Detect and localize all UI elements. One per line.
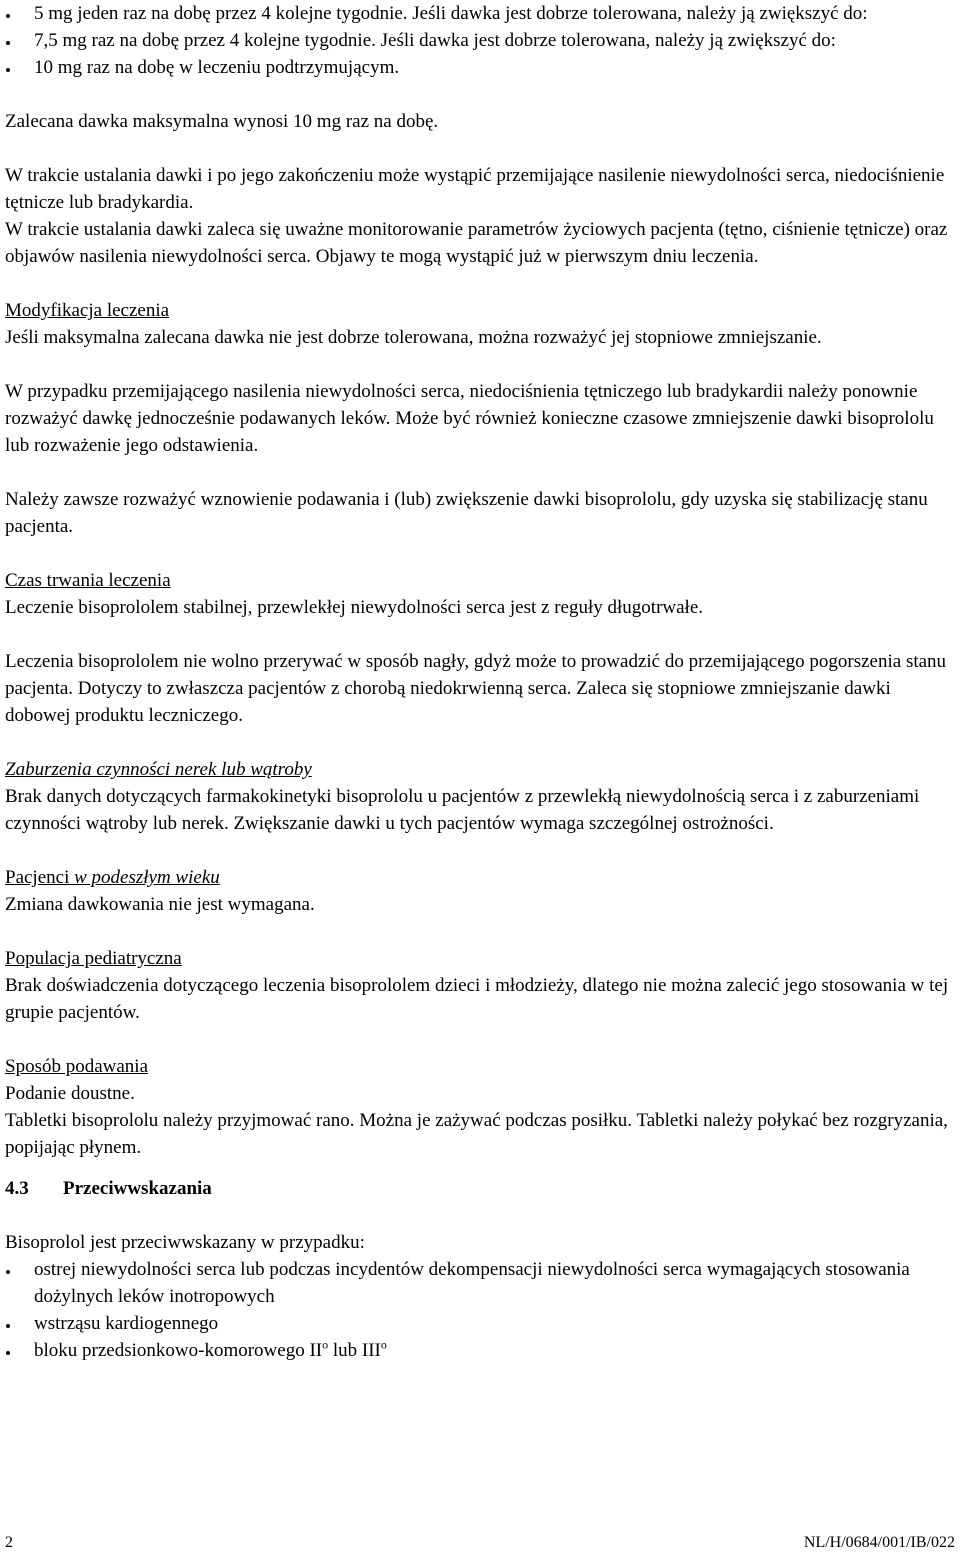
administration-heading: Sposób podawania [5, 1056, 149, 1077]
modification-heading: Modyfikacja leczenia [5, 300, 170, 321]
contraindications-list [5, 1256, 957, 1364]
elderly-heading-part2: w podeszłym wieku [69, 867, 220, 888]
page-content [5, 0, 957, 1364]
page-number: 2 [5, 1534, 13, 1551]
section-heading [5, 1175, 957, 1202]
transient-worsening-paragraph: W przypadku przemijającego nasilenia niewydolności serca, niedociśnienia tętniczego lub bradykardii należy ponownie rozważyć dawkę jednocześnie podawanych leków. Może być również konieczne czasowe zmniejszenie dawki bisoprololu lub rozważenie jego odstawienia. [5, 381, 934, 456]
elderly-paragraph: Zmiana dawkowania nie jest wymagana. [5, 894, 315, 915]
duration-paragraph: Leczenie bisoprololem stabilnej, przewlekłej niewydolności serca jest z reguły długotrwałe. [5, 597, 704, 618]
dosing-steps-list [5, 0, 957, 81]
monitoring-paragraph: W trakcie ustalania dawki zaleca się uważne monitorowanie parametrów życiowych pacjenta (tętno, ciśnienie tętnicze) oraz objawów nasilenia niewydolności serca. Objawy te mogą wystąpić już w pierwszym dniu leczenia. [5, 219, 948, 267]
list-item: ostrej niewydolności serca lub podczas incydentów dekompensacji niewydolności serca wymagających stosowania dożylnych leków inotropowych [5, 1256, 957, 1310]
reinstatement-paragraph: Należy zawsze rozważyć wznowienie podawania i (lub) zwiększenie dawki bisoprololu, gdy uzyska się stabilizację stanu pacjenta. [5, 489, 928, 537]
elderly-heading [5, 864, 957, 891]
degree-sup-1: o [322, 1337, 329, 1352]
pediatric-heading: Populacja pediatryczna [5, 948, 182, 969]
renal-hepatic-paragraph: Brak danych dotyczących farmakokinetyki bisoprololu u pacjentów z przewlekłą niewydolnością serca i z zaburzeniami czynności wątroby lub nerek. Zwiększanie dawki u tych pacjentów wymaga szczególnej ostrożności. [5, 786, 920, 834]
administration-line-2: Tabletki bisoprololu należy przyjmować rano. Można je zażywać podczas posiłku. Tabletki należy połykać bez rozgryzania, popijając płynem. [5, 1110, 948, 1158]
contraindications-intro: Bisoprolol jest przeciwwskazany w przypadku: [5, 1232, 365, 1253]
degree-sup-2: o [380, 1337, 387, 1352]
list-item: wstrząsu kardiogennego [5, 1310, 957, 1337]
discontinuation-paragraph: Leczenia bisoprololem nie wolno przerywać w sposób nagły, gdyż może to prowadzić do przemijającego pogorszenia stanu pacjenta. Dotyczy to zwłaszcza pacjentów z chorobą niedokrwienną serca. Zaleca się stopniowe zmniejszanie dawki dobowej produktu leczniczego. [5, 651, 947, 726]
renal-hepatic-heading: Zaburzenia czynności nerek lub wątroby [5, 759, 312, 780]
list-item [5, 1337, 957, 1364]
max-dose-paragraph: Zalecana dawka maksymalna wynosi 10 mg raz na dobę. [5, 111, 439, 132]
modification-paragraph: Jeśli maksymalna zalecana dawka nie jest dobrze tolerowana, można rozważyć jej stopniowe zmniejszanie. [5, 327, 822, 348]
administration-line-1: Podanie doustne. [5, 1083, 135, 1104]
elderly-heading-part1: Pacjenci [5, 867, 70, 888]
list-item: 10 mg raz na dobę w leczeniu podtrzymującym. [5, 54, 957, 81]
titration-warning-paragraph: W trakcie ustalania dawki i po jego zakończeniu może wystąpić przemijające nasilenie niewydolności serca, niedociśnienie tętnicze lub bradykardia. [5, 165, 945, 213]
list-item: 5 mg jeden raz na dobę przez 4 kolejne tygodnie. Jeśli dawka jest dobrze tolerowana, należy ją zwiększyć do: [5, 0, 957, 27]
section-title: Przeciwwskazania [63, 1178, 212, 1199]
av-block-text: bloku przedsionkowo-komorowego II [34, 1340, 323, 1361]
list-item: 7,5 mg raz na dobę przez 4 kolejne tygodnie. Jeśli dawka jest dobrze tolerowana, należy ją zwiększyć do: [5, 27, 957, 54]
duration-heading: Czas trwania leczenia [5, 570, 171, 591]
section-number: 4.3 [5, 1178, 29, 1199]
pediatric-paragraph: Brak doświadczenia dotyczącego leczenia bisoprololem dzieci i młodzieży, dlatego nie można zalecić jego stosowania w tej grupie pacjentów. [5, 975, 949, 1023]
av-block-mid: lub III [328, 1340, 381, 1361]
document-code: NL/H/0684/001/IB/022 [803, 1534, 955, 1551]
